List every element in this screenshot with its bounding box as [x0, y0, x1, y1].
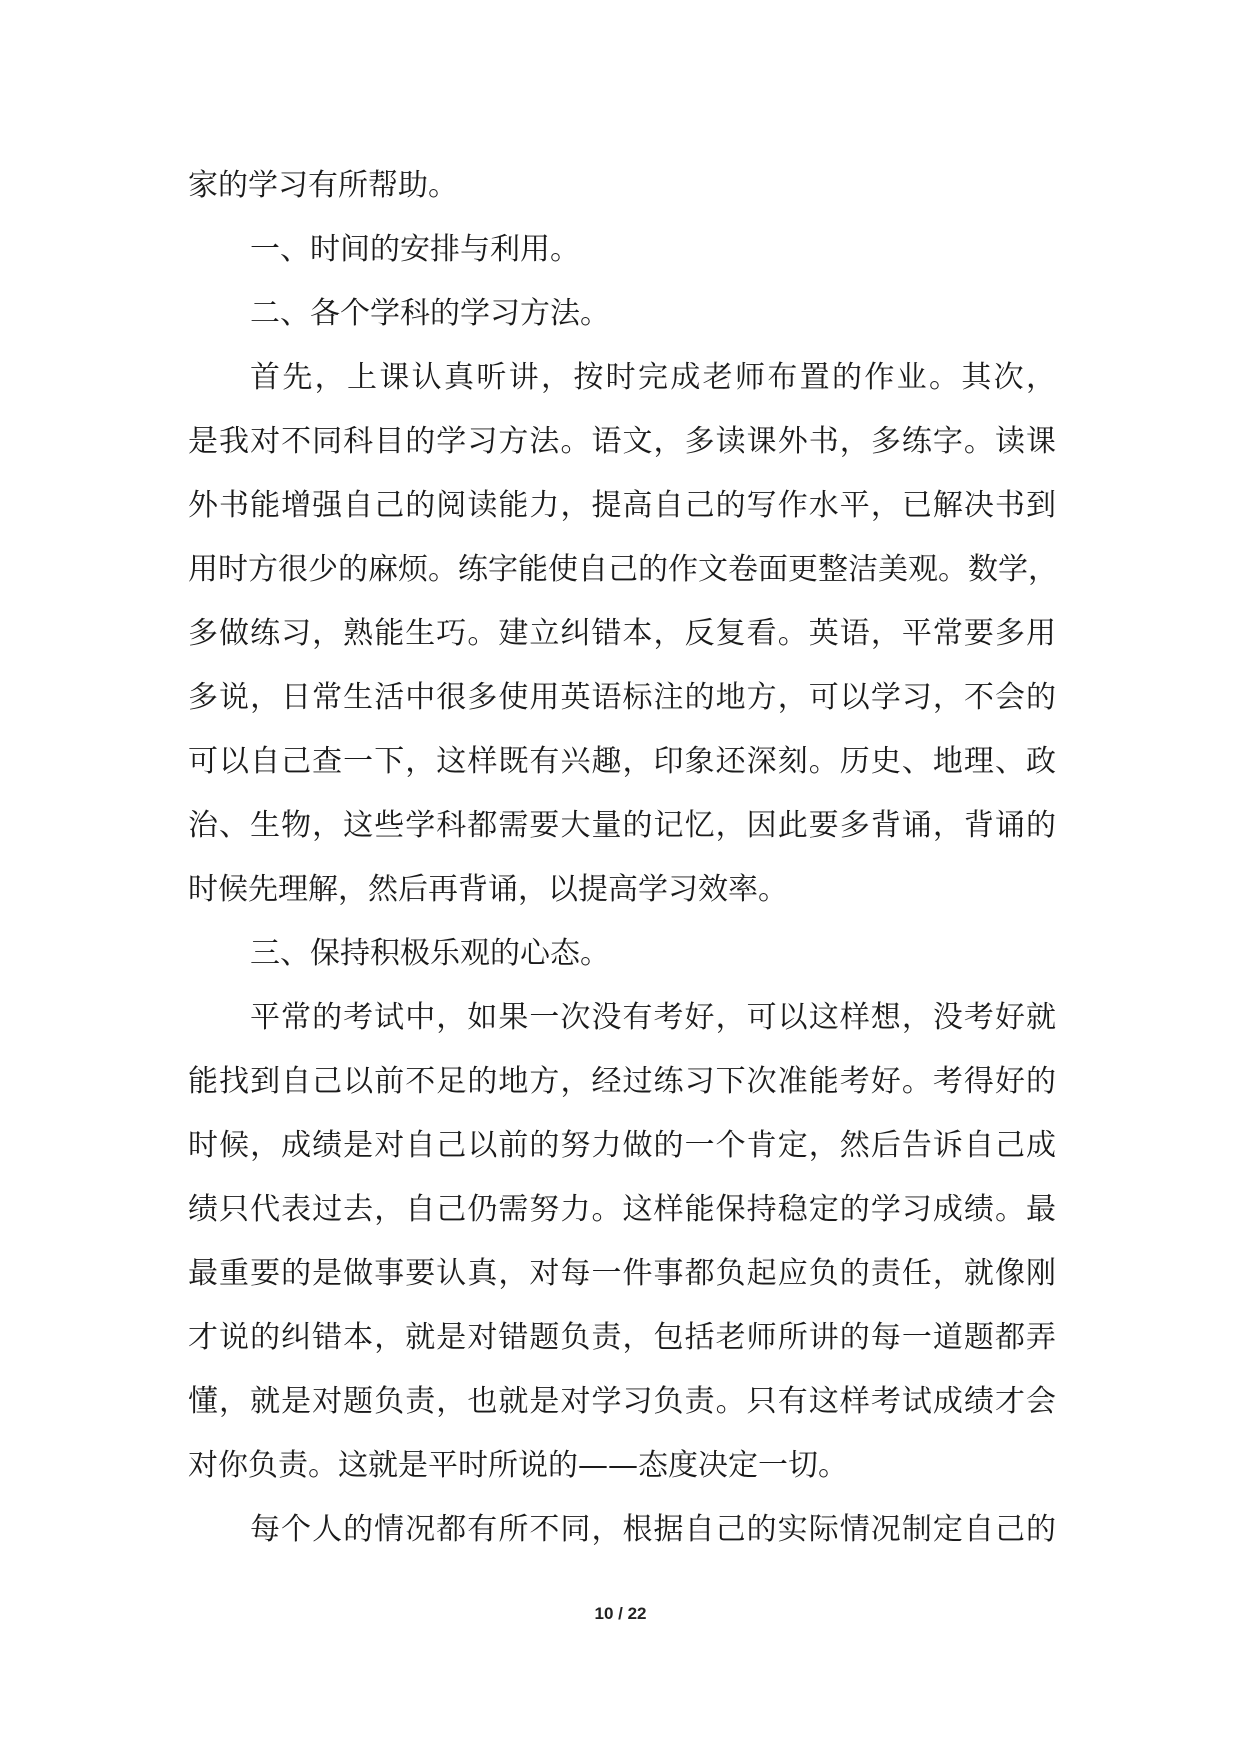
document-body	[188, 154, 1056, 1562]
text-line: 时候先理解，然后再背诵，以提高学习效率。	[188, 872, 788, 907]
text-line: 时候，成绩是对自己以前的努力做的一个肯定，然后告诉自己成	[188, 1128, 1056, 1163]
text-line: 多做练习，熟能生巧。建立纠错本，反复看。英语，平常要多用	[188, 616, 1056, 651]
text-line: 是我对不同科目的学习方法。语文，多读课外书，多练字。读课	[188, 424, 1056, 459]
text-line: 一、时间的安排与利用。	[250, 232, 580, 267]
text-line: 多说，日常生活中很多使用英语标注的地方，可以学习，不会的	[188, 680, 1056, 715]
text-line: 才说的纠错本，就是对错题负责，包括老师所讲的每一道题都弄	[188, 1320, 1056, 1355]
text-line: 首先，上课认真听讲，按时完成老师布置的作业。其次，	[250, 360, 1056, 395]
text-line: 用时方很少的麻烦。练字能使自己的作文卷面更整洁美观。数学，	[188, 552, 1058, 587]
text-line: 家的学习有所帮助。	[188, 168, 458, 203]
text-line: 二、各个学科的学习方法。	[250, 296, 610, 331]
text-line: 治、生物，这些学科都需要大量的记忆，因此要多背诵，背诵的	[188, 808, 1056, 843]
text-line: 三、保持积极乐观的心态。	[250, 936, 610, 971]
text-line: 绩只代表过去，自己仍需努力。这样能保持稳定的学习成绩。最	[188, 1192, 1056, 1227]
text-line: 最重要的是做事要认真，对每一件事都负起应负的责任，就像刚	[188, 1256, 1056, 1291]
text-line: 懂，就是对题负责，也就是对学习负责。只有这样考试成绩才会	[188, 1384, 1056, 1419]
text-line: 每个人的情况都有所不同，根据自己的实际情况制定自己的	[250, 1512, 1056, 1547]
text-line: 平常的考试中，如果一次没有考好，可以这样想，没考好就	[250, 1000, 1056, 1035]
text-line: 可以自己查一下，这样既有兴趣，印象还深刻。历史、地理、政	[188, 744, 1056, 779]
text-line: 对你负责。这就是平时所说的——态度决定一切。	[188, 1448, 848, 1483]
text-line: 外书能增强自己的阅读能力，提高自己的写作水平，已解决书到	[188, 488, 1056, 523]
text-line: 能找到自己以前不足的地方，经过练习下次准能考好。考得好的	[188, 1064, 1056, 1099]
page-number: 10 / 22	[594, 1604, 647, 1623]
